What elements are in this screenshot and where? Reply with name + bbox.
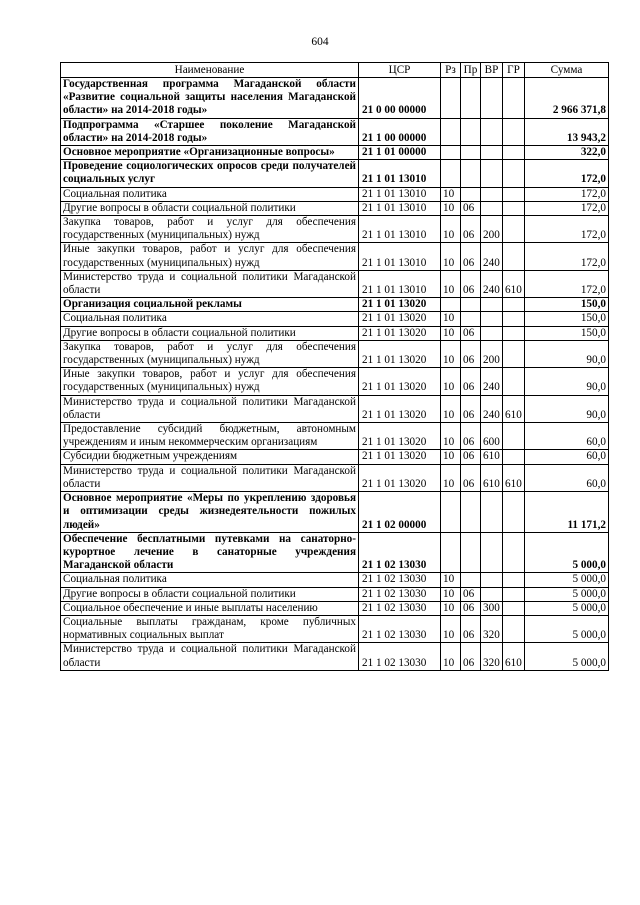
cell-rz: 10	[441, 450, 461, 464]
cell-rz: 10	[441, 216, 461, 243]
cell-csr: 21 1 01 13010	[359, 243, 441, 270]
cell-pr	[461, 187, 481, 201]
cell-rz: 10	[441, 464, 461, 491]
cell-csr: 21 1 01 13020	[359, 464, 441, 491]
header-csr: ЦСР	[359, 63, 441, 78]
table-row	[61, 643, 609, 670]
cell-rz: 10	[441, 643, 461, 670]
cell-sum: 172,0	[525, 201, 609, 215]
table-row	[61, 78, 609, 119]
cell-vr	[481, 532, 503, 573]
cell-name: Министерство труда и социальной политики Магаданской области	[61, 643, 359, 670]
cell-csr: 21 1 01 13020	[359, 312, 441, 326]
cell-vr: 240	[481, 243, 503, 270]
table-row	[61, 587, 609, 601]
cell-csr: 21 1 01 13020	[359, 395, 441, 422]
table-body	[61, 78, 609, 671]
table-row	[61, 532, 609, 573]
cell-sum: 5 000,0	[525, 532, 609, 573]
cell-sum: 172,0	[525, 270, 609, 297]
header-rz: Рз	[441, 63, 461, 78]
cell-sum: 150,0	[525, 298, 609, 312]
cell-vr: 600	[481, 423, 503, 450]
cell-rz: 10	[441, 587, 461, 601]
cell-sum: 150,0	[525, 326, 609, 340]
cell-csr: 21 1 02 13030	[359, 573, 441, 587]
cell-csr: 21 0 00 00000	[359, 78, 441, 119]
cell-name: Основное мероприятие «Меры по укреплению здоровья и оптимизации среды жизнедеятельности пожилых людей»	[61, 492, 359, 533]
cell-sum: 60,0	[525, 423, 609, 450]
cell-sum: 5 000,0	[525, 643, 609, 670]
cell-vr: 240	[481, 270, 503, 297]
table-row	[61, 395, 609, 422]
cell-sum: 60,0	[525, 450, 609, 464]
cell-rz	[441, 118, 461, 145]
cell-sum: 60,0	[525, 464, 609, 491]
cell-rz: 10	[441, 201, 461, 215]
cell-name: Социальная политика	[61, 312, 359, 326]
cell-name: Основное мероприятие «Организационные вопросы»	[61, 146, 359, 160]
cell-gr	[503, 201, 525, 215]
cell-rz: 10	[441, 312, 461, 326]
header-vr: ВР	[481, 63, 503, 78]
cell-name: Предоставление субсидий бюджетным, автономным учреждениям и иным некоммерческим организациям	[61, 423, 359, 450]
cell-rz: 10	[441, 601, 461, 615]
cell-sum: 2 966 371,8	[525, 78, 609, 119]
cell-vr: 610	[481, 450, 503, 464]
cell-csr: 21 1 01 13020	[359, 368, 441, 395]
cell-vr	[481, 298, 503, 312]
cell-pr	[461, 146, 481, 160]
table-row	[61, 298, 609, 312]
cell-pr: 06	[461, 395, 481, 422]
cell-pr: 06	[461, 450, 481, 464]
cell-gr: 610	[503, 395, 525, 422]
cell-gr	[503, 78, 525, 119]
cell-vr: 300	[481, 601, 503, 615]
cell-pr	[461, 160, 481, 187]
cell-gr	[503, 243, 525, 270]
cell-sum: 5 000,0	[525, 601, 609, 615]
cell-pr	[461, 118, 481, 145]
cell-pr: 06	[461, 216, 481, 243]
cell-vr	[481, 78, 503, 119]
table-row	[61, 450, 609, 464]
cell-name: Иные закупки товаров, работ и услуг для обеспечения государственных (муниципальных) нужд	[61, 243, 359, 270]
cell-name: Подпрограмма «Старшее поколение Магаданской области» на 2014-2018 годы»	[61, 118, 359, 145]
cell-csr: 21 1 02 13030	[359, 601, 441, 615]
cell-pr	[461, 573, 481, 587]
cell-gr	[503, 492, 525, 533]
table-row	[61, 118, 609, 145]
cell-csr: 21 1 01 13020	[359, 450, 441, 464]
header-sum: Сумма	[525, 63, 609, 78]
cell-csr: 21 1 01 13010	[359, 187, 441, 201]
cell-pr: 06	[461, 643, 481, 670]
cell-name: Социальное обеспечение и иные выплаты населению	[61, 601, 359, 615]
cell-gr	[503, 160, 525, 187]
cell-pr: 06	[461, 601, 481, 615]
cell-pr	[461, 492, 481, 533]
table-row	[61, 601, 609, 615]
table-row	[61, 216, 609, 243]
cell-csr: 21 1 01 00000	[359, 146, 441, 160]
cell-name: Министерство труда и социальной политики Магаданской области	[61, 395, 359, 422]
table-row	[61, 326, 609, 340]
table-row	[61, 423, 609, 450]
cell-sum: 11 171,2	[525, 492, 609, 533]
cell-rz: 10	[441, 340, 461, 367]
cell-csr: 21 1 00 00000	[359, 118, 441, 145]
cell-name: Субсидии бюджетным учреждениям	[61, 450, 359, 464]
table-row	[61, 492, 609, 533]
cell-vr	[481, 573, 503, 587]
cell-vr	[481, 492, 503, 533]
cell-vr	[481, 326, 503, 340]
cell-rz: 10	[441, 395, 461, 422]
cell-csr: 21 1 02 13030	[359, 532, 441, 573]
cell-csr: 21 1 01 13010	[359, 160, 441, 187]
cell-vr: 240	[481, 368, 503, 395]
cell-csr: 21 1 02 13030	[359, 643, 441, 670]
table-row	[61, 201, 609, 215]
budget-table	[60, 62, 609, 671]
cell-gr	[503, 298, 525, 312]
cell-gr: 610	[503, 270, 525, 297]
cell-vr	[481, 312, 503, 326]
cell-gr	[503, 423, 525, 450]
cell-name: Государственная программа Магаданской области «Развитие социальной защиты населения Магаданской области» на 2014-2018 годы»	[61, 78, 359, 119]
cell-pr: 06	[461, 615, 481, 642]
cell-rz	[441, 78, 461, 119]
cell-pr	[461, 78, 481, 119]
cell-name: Социальные выплаты гражданам, кроме публичных нормативных социальных выплат	[61, 615, 359, 642]
cell-vr: 240	[481, 395, 503, 422]
table-row	[61, 312, 609, 326]
header-gr: ГР	[503, 63, 525, 78]
table-row	[61, 146, 609, 160]
table-row	[61, 615, 609, 642]
cell-rz: 10	[441, 368, 461, 395]
cell-csr: 21 1 01 13010	[359, 201, 441, 215]
cell-pr: 06	[461, 587, 481, 601]
cell-gr: 610	[503, 643, 525, 670]
cell-gr	[503, 326, 525, 340]
cell-name: Министерство труда и социальной политики Магаданской области	[61, 270, 359, 297]
cell-csr: 21 1 01 13020	[359, 298, 441, 312]
cell-rz: 10	[441, 573, 461, 587]
cell-gr	[503, 118, 525, 145]
cell-rz	[441, 532, 461, 573]
cell-sum: 172,0	[525, 160, 609, 187]
cell-pr	[461, 312, 481, 326]
cell-gr	[503, 587, 525, 601]
header-pr: Пр	[461, 63, 481, 78]
cell-pr	[461, 298, 481, 312]
cell-csr: 21 1 02 13030	[359, 587, 441, 601]
cell-rz	[441, 146, 461, 160]
cell-gr	[503, 615, 525, 642]
cell-pr: 06	[461, 368, 481, 395]
cell-rz: 10	[441, 270, 461, 297]
cell-vr	[481, 118, 503, 145]
cell-gr	[503, 532, 525, 573]
cell-csr: 21 1 01 13020	[359, 423, 441, 450]
cell-name: Проведение социологических опросов среди получателей социальных услуг	[61, 160, 359, 187]
cell-gr	[503, 573, 525, 587]
cell-name: Закупка товаров, работ и услуг для обеспечения государственных (муниципальных) нужд	[61, 340, 359, 367]
cell-vr	[481, 146, 503, 160]
cell-pr: 06	[461, 243, 481, 270]
page-number: 604	[311, 36, 329, 48]
table-row	[61, 243, 609, 270]
cell-vr	[481, 187, 503, 201]
table-row	[61, 464, 609, 491]
cell-pr: 06	[461, 326, 481, 340]
cell-rz: 10	[441, 243, 461, 270]
cell-rz	[441, 160, 461, 187]
table-row	[61, 368, 609, 395]
table-row	[61, 187, 609, 201]
cell-pr: 06	[461, 270, 481, 297]
cell-name: Закупка товаров, работ и услуг для обеспечения государственных (муниципальных) нужд	[61, 216, 359, 243]
cell-rz: 10	[441, 326, 461, 340]
cell-vr	[481, 201, 503, 215]
cell-name: Другие вопросы в области социальной политики	[61, 201, 359, 215]
cell-gr	[503, 368, 525, 395]
cell-sum: 5 000,0	[525, 587, 609, 601]
header-name: Наименование	[61, 63, 359, 78]
cell-sum: 90,0	[525, 368, 609, 395]
cell-name: Организация социальной рекламы	[61, 298, 359, 312]
cell-gr	[503, 312, 525, 326]
cell-rz	[441, 492, 461, 533]
cell-sum: 13 943,2	[525, 118, 609, 145]
cell-csr: 21 1 01 13020	[359, 326, 441, 340]
cell-gr: 610	[503, 464, 525, 491]
cell-rz: 10	[441, 423, 461, 450]
cell-sum: 172,0	[525, 187, 609, 201]
cell-gr	[503, 216, 525, 243]
table-row	[61, 270, 609, 297]
cell-vr: 200	[481, 340, 503, 367]
cell-sum: 172,0	[525, 243, 609, 270]
cell-vr: 320	[481, 615, 503, 642]
cell-csr: 21 1 02 00000	[359, 492, 441, 533]
cell-rz: 10	[441, 615, 461, 642]
cell-sum: 5 000,0	[525, 615, 609, 642]
cell-vr: 200	[481, 216, 503, 243]
cell-sum: 172,0	[525, 216, 609, 243]
cell-name: Социальная политика	[61, 187, 359, 201]
cell-vr	[481, 160, 503, 187]
cell-sum: 90,0	[525, 340, 609, 367]
cell-gr	[503, 340, 525, 367]
cell-sum: 322,0	[525, 146, 609, 160]
cell-name: Другие вопросы в области социальной политики	[61, 587, 359, 601]
cell-csr: 21 1 02 13030	[359, 615, 441, 642]
cell-sum: 150,0	[525, 312, 609, 326]
cell-csr: 21 1 01 13020	[359, 340, 441, 367]
cell-pr	[461, 532, 481, 573]
cell-gr	[503, 146, 525, 160]
cell-pr: 06	[461, 340, 481, 367]
cell-name: Обеспечение бесплатными путевками на санаторно-курортное лечение в санаторные учреждения Магаданской области	[61, 532, 359, 573]
cell-pr: 06	[461, 464, 481, 491]
cell-vr	[481, 587, 503, 601]
cell-name: Социальная политика	[61, 573, 359, 587]
cell-sum: 5 000,0	[525, 573, 609, 587]
table-header-row	[61, 63, 609, 78]
cell-name: Иные закупки товаров, работ и услуг для обеспечения государственных (муниципальных) нужд	[61, 368, 359, 395]
cell-gr	[503, 187, 525, 201]
cell-rz: 10	[441, 187, 461, 201]
cell-vr: 610	[481, 464, 503, 491]
table-row	[61, 340, 609, 367]
table-row	[61, 573, 609, 587]
cell-vr: 320	[481, 643, 503, 670]
cell-gr	[503, 601, 525, 615]
cell-sum: 90,0	[525, 395, 609, 422]
cell-name: Министерство труда и социальной политики Магаданской области	[61, 464, 359, 491]
cell-csr: 21 1 01 13010	[359, 270, 441, 297]
table-row	[61, 160, 609, 187]
cell-csr: 21 1 01 13010	[359, 216, 441, 243]
cell-name: Другие вопросы в области социальной политики	[61, 326, 359, 340]
cell-pr: 06	[461, 423, 481, 450]
cell-pr: 06	[461, 201, 481, 215]
cell-gr	[503, 450, 525, 464]
cell-rz	[441, 298, 461, 312]
